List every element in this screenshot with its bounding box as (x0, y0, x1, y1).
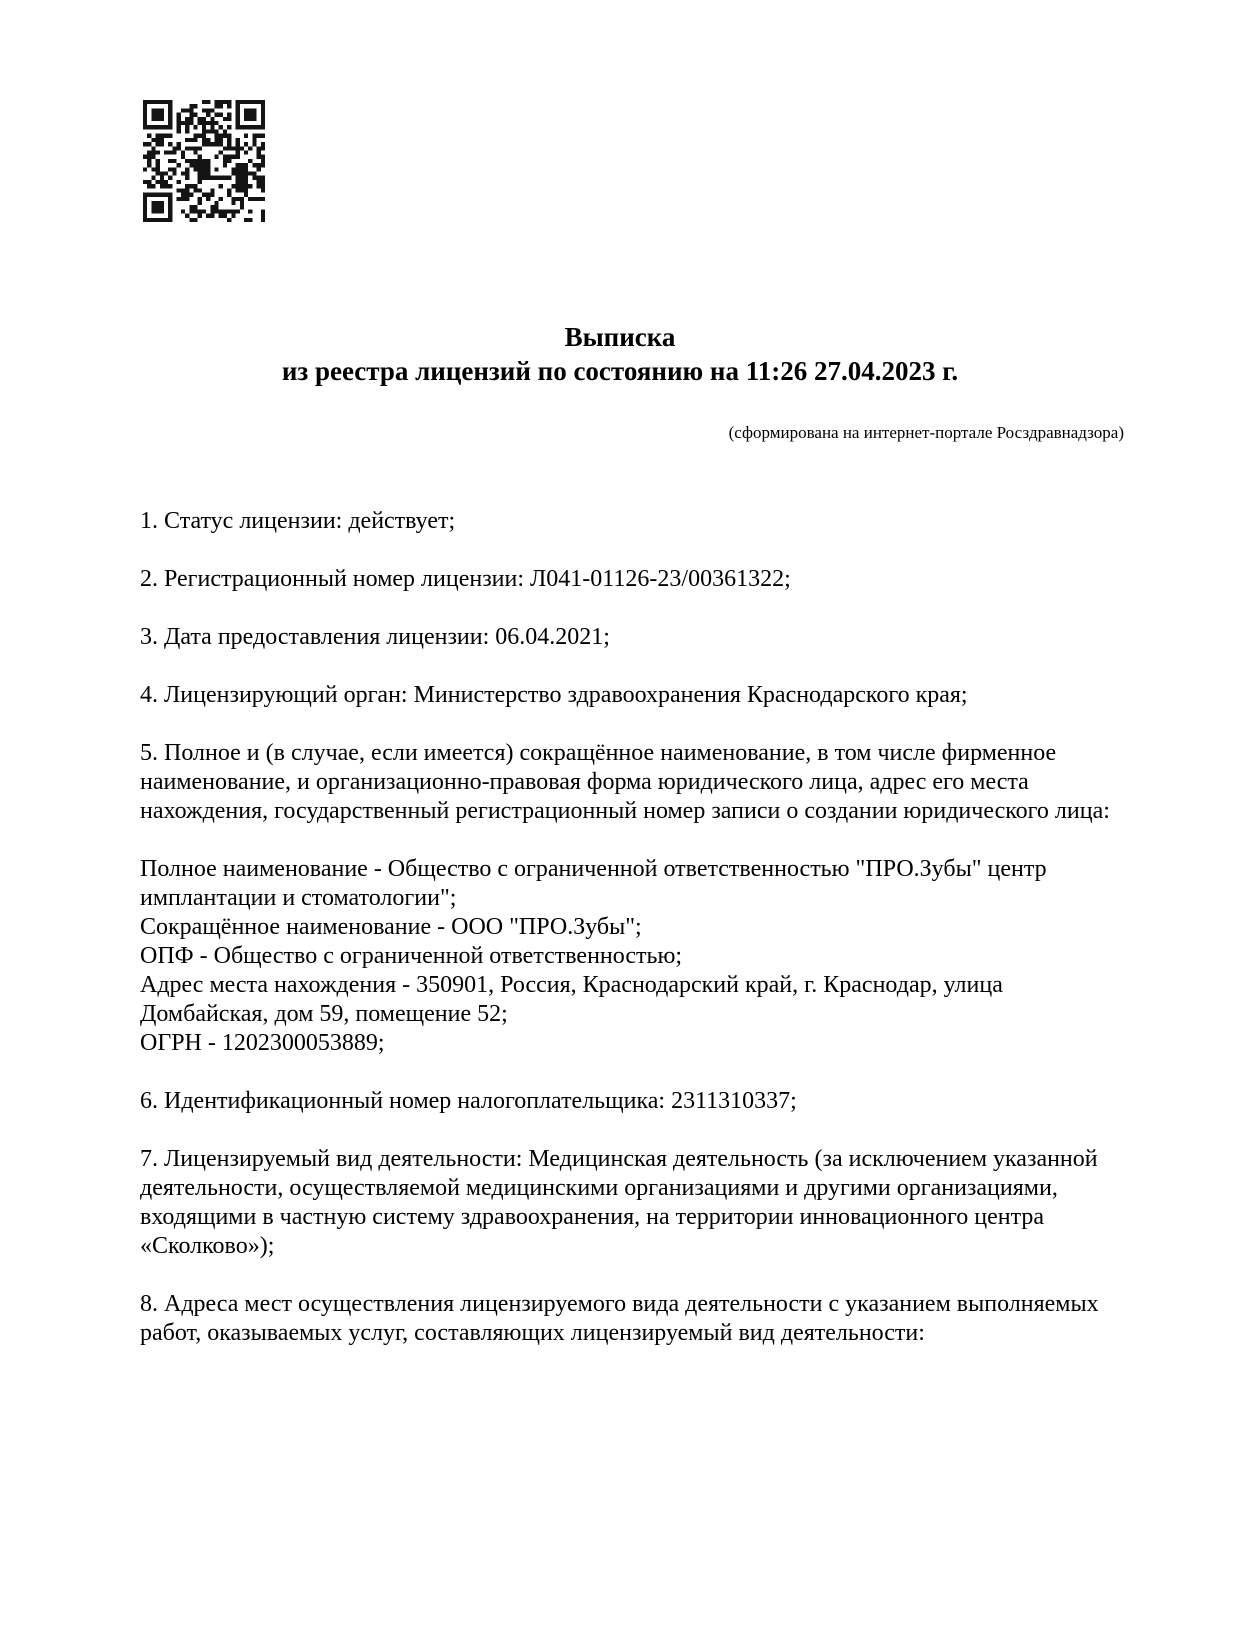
title-line-2: из реестра лицензий по состоянию на 11:26 27.04.2023 г. (281, 356, 959, 386)
addresses-heading-paragraph: 8. Адреса мест осуществления лицензируемого вида деятельности с указанием выполняемых работ, оказываемых услуг, составляющих лицензируемый вид деятельности: (140, 1291, 1099, 1346)
activity-type-paragraph: 7. Лицензируемый вид деятельности: Медицинская деятельность (за исключением указанной деятельности, осуществляемой медицинскими организациями и другими организациями, входящими в частную систему здравоохранения, на территории инновационного центра «Сколково»); (140, 1146, 1098, 1259)
document-body (0, 443, 1240, 1437)
formation-note: (сформирована на интернет-портале Росздравнадзора) (728, 423, 1124, 442)
full-name-line: Полное наименование - Общество с ограниченной ответственностью "ПРО.Зубы" центр имплантации и стоматологии"; (140, 856, 1047, 911)
title-line-1: Выписка (564, 322, 676, 352)
license-status-paragraph: 1. Статус лицензии: действует; (140, 508, 456, 534)
address-line: Адрес места нахождения - 350901, Россия, Краснодарский край, г. Краснодар, улица Домбайская, дом 59, помещение 52; (140, 972, 1003, 1027)
short-name-line: Сокращённое наименование - ООО "ПРО.Зубы"; (140, 914, 642, 940)
licensing-authority-paragraph: 4. Лицензирующий орган: Министерство здравоохранения Краснодарского края; (140, 682, 968, 708)
opf-line: ОПФ - Общество с ограниченной ответственностью; (140, 943, 683, 969)
registration-number-paragraph: 2. Регистрационный номер лицензии: Л041-01126-23/00361322; (140, 566, 791, 592)
entity-details-block (140, 855, 1125, 1058)
entity-name-heading-paragraph: 5. Полное и (в случае, если имеется) сокращённое наименование, в том числе фирменное наименование, и организационно-правовая форма юридического лица, адрес его места нахождения, государственный регистрационный номер записи о создании юридического лица: (140, 740, 1110, 824)
inn-paragraph: 6. Идентификационный номер налогоплательщика: 2311310337; (140, 1088, 797, 1114)
ogrn-line: ОГРН - 1202300053889; (140, 1030, 385, 1056)
qr-code-icon (143, 100, 265, 222)
grant-date-paragraph: 3. Дата предоставления лицензии: 06.04.2021; (140, 624, 610, 650)
